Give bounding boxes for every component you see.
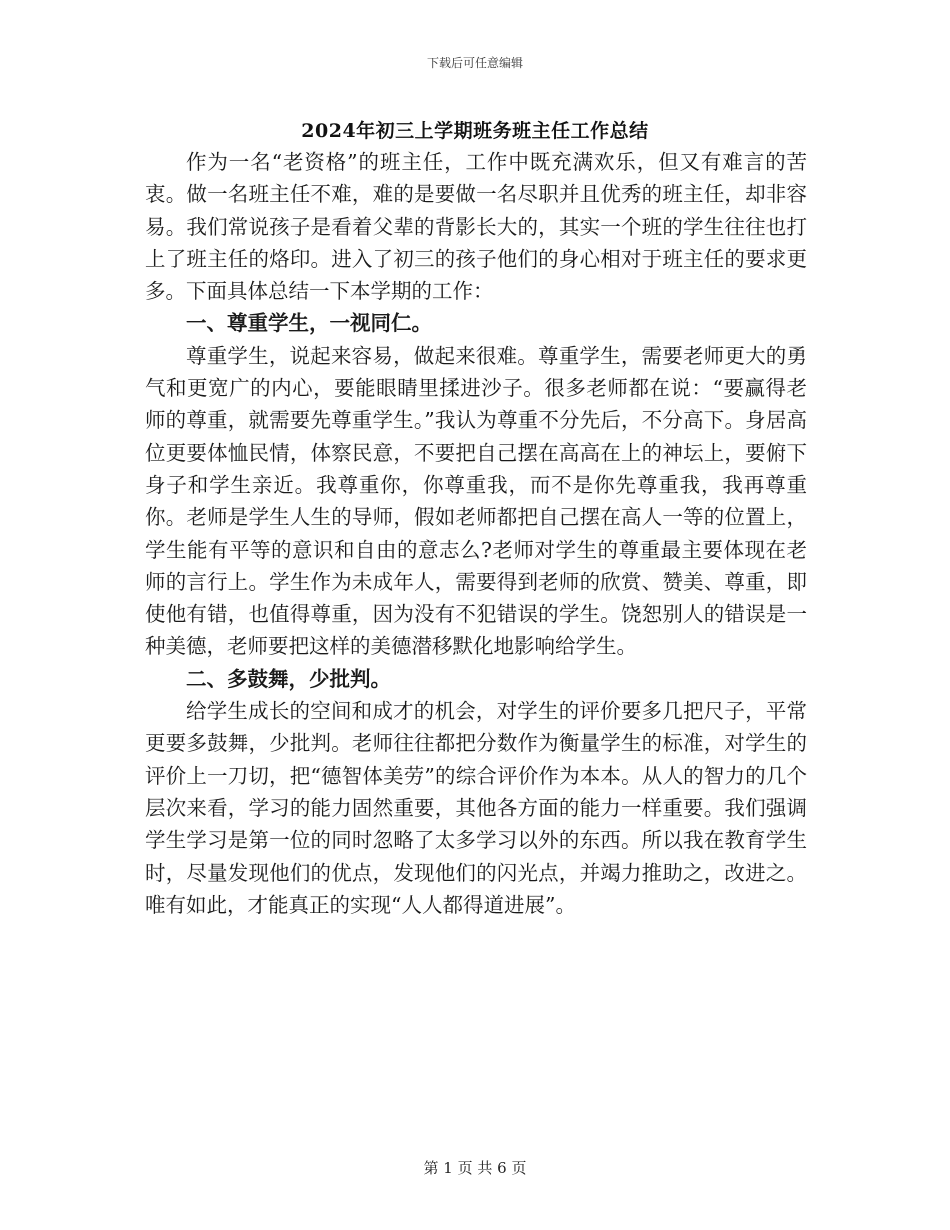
section-paragraph-2: 给学生成长的空间和成才的机会，对学生的评价要多几把尺子，平常更要多鼓舞，少批判。老师往往都把分数作为衡量学生的标准，对学生的评价上一刀切，把“德智体美劳”的综合评价作为本本。从人的智力的几个层次来看，学习的能力固然重要，其他各方面的能力一样重要。我们强调学生学习是第一位的同时忽略了太多学习以外的东西。所以我在教育学生时，尽量发现他们的优点，发现他们的闪光点，并竭力推助之，改进之。唯有如此，才能真正的实现“人人都得道进展”。 xyxy=(145,699,807,917)
header-note: 下载后可任意编辑 xyxy=(426,56,523,70)
document-body xyxy=(145,146,807,921)
section-heading-1: 一、尊重学生，一视同仁。 xyxy=(186,311,432,336)
intro-paragraph: 作为一名“老资格”的班主任，工作中既充满欢乐，但又有难言的苦衷。做一名班主任不难，难的是要做一名尽职并且优秀的班主任，却非容易。我们常说孩子是看着父辈的背影长大的，其实一个班的学生往往也打上了班主任的烙印。进入了初三的孩子他们的身心相对于班主任的要求更多。下面具体总结一下本学期的工作： xyxy=(145,150,807,304)
section-paragraph-1: 尊重学生，说起来容易，做起来很难。尊重学生，需要老师更大的勇气和更宽广的内心，要能眼睛里揉进沙子。很多老师都在说：“要赢得老师的尊重，就需要先尊重学生。”我认为尊重不分先后，不分高下。身居高位更要体恤民情，体察民意，不要把自己摆在高高在上的神坛上，要俯下身子和学生亲近。我尊重你，你尊重我，而不是你先尊重我，我再尊重你。老师是学生人生的导师，假如老师都把自己摆在高人一等的位置上，学生能有平等的意识和自由的意志么?老师对学生的尊重最主要体现在老师的言行上。学生作为未成年人，需要得到老师的欣赏、赞美、尊重，即使他有错，也值得尊重，因为没有不犯错误的学生。饶恕别人的错误是一种美德，老师要把这样的美德潜移默化地影响给学生。 xyxy=(145,343,807,659)
document-title: 2024年初三上学期班务班主任工作总结 xyxy=(301,120,649,142)
section-heading-2: 二、多鼓舞，少批判。 xyxy=(186,666,391,691)
page-number: 第 1 页 共 6 页 xyxy=(423,1159,527,1177)
